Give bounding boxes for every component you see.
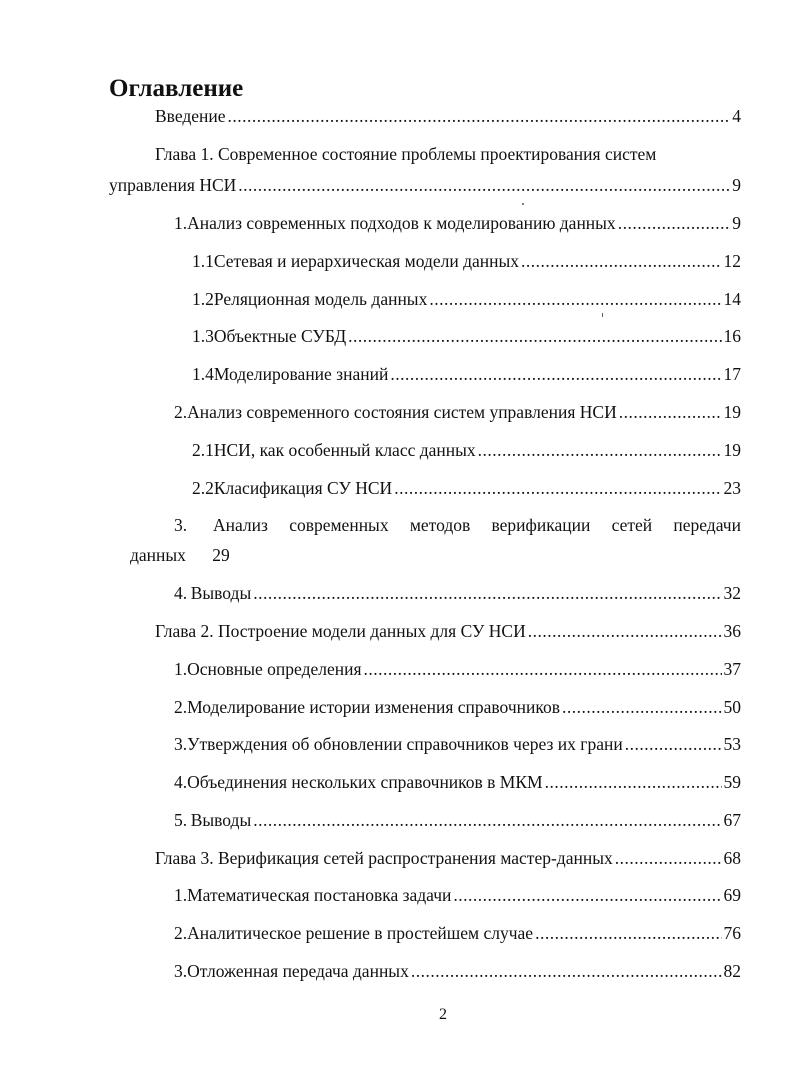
word: сетей (611, 515, 653, 535)
dot-leader (348, 325, 721, 347)
word: верификации (491, 515, 591, 535)
dot-leader (618, 212, 731, 234)
toc-page-number: 19 (723, 402, 741, 422)
toc-entry-text: Анализ современного состояния систем управления НСИ (187, 402, 617, 422)
dot-leader (238, 174, 730, 196)
toc-section-2-3[interactable] (174, 733, 741, 755)
dot-leader (411, 960, 722, 982)
scan-speck (602, 313, 603, 317)
toc-page-number: 68 (723, 848, 741, 868)
toc-entry-number: 4. (174, 772, 188, 792)
toc-entry-text: НСИ, как особенный класс данных (213, 440, 476, 460)
scan-speck (522, 203, 524, 205)
dot-leader (253, 582, 721, 604)
word: методов (409, 515, 471, 535)
word: современных (289, 515, 389, 535)
toc-chapter-3[interactable] (155, 847, 741, 869)
toc-entry-number: 1.1 (192, 251, 214, 271)
toc-section-3-3[interactable] (174, 960, 741, 982)
dot-leader (562, 696, 722, 718)
toc-entry-number: 1. (174, 659, 188, 679)
dot-leader (625, 733, 722, 755)
toc-page-number: 16 (723, 326, 741, 346)
toc-page-number: 37 (723, 659, 741, 679)
page-title: Оглавление (109, 75, 244, 102)
toc-subsection-2-2[interactable] (192, 477, 741, 499)
toc-page-number: 9 (732, 175, 741, 195)
toc-entry-text: Выводы (190, 583, 252, 603)
toc-entry-number: 3. (174, 961, 188, 981)
toc-subsection-2-1[interactable] (192, 439, 741, 461)
toc-section-3-2[interactable] (174, 922, 741, 944)
dot-leader (253, 809, 721, 831)
toc-page-number: 50 (723, 697, 741, 717)
toc-section-1-2[interactable] (174, 401, 741, 423)
toc-entry-number: 2.1 (192, 440, 214, 460)
toc-page-number: 23 (723, 478, 741, 498)
dot-leader (364, 658, 722, 680)
toc-subsection-1-3[interactable] (192, 325, 741, 347)
dot-leader (394, 477, 721, 499)
dot-leader (453, 884, 721, 906)
toc-section-3-1[interactable] (174, 884, 741, 906)
toc-entry-text: Сетевая и иерархическая модели данных (213, 251, 519, 271)
toc-entry-number: 1.4 (192, 364, 214, 384)
toc-entry-number: 3. (174, 515, 188, 535)
dot-leader (615, 847, 722, 869)
toc-chapter-2[interactable] (155, 620, 741, 642)
toc-page-number: 12 (723, 251, 741, 271)
dot-leader (390, 363, 721, 385)
toc-entry-text: Математическая постановка задачи (187, 885, 452, 905)
page-number: 2 (439, 1006, 447, 1023)
toc-entry-number: 4. (174, 583, 188, 603)
dot-leader (535, 922, 721, 944)
toc-entry-text: управления НСИ (109, 175, 237, 195)
toc-subsection-1-1[interactable] (192, 250, 741, 272)
toc-page-number: 53 (723, 734, 741, 754)
toc-entry-text: Анализ современных подходов к моделированию данных (187, 213, 616, 233)
toc-subsection-1-2[interactable] (192, 288, 741, 310)
toc-page-number: 69 (723, 885, 741, 905)
toc-entry-text: Отложенная передача данных (187, 961, 409, 981)
toc-section-2-4[interactable] (174, 771, 741, 793)
toc-chapter-1[interactable] (109, 174, 741, 196)
toc-page-number: 76 (723, 923, 741, 943)
toc-section-2-2[interactable] (174, 696, 741, 718)
toc-entry-number: 2.2 (192, 478, 214, 498)
toc-entry-number: 3. (174, 734, 188, 754)
toc-entry-text: Моделирование истории изменения справочников (187, 697, 560, 717)
toc-entry-text: Глава 2. Построение модели данных для СУ НСИ (155, 621, 526, 641)
toc-entry-text: Аналитическое решение в простейшем случае (187, 923, 534, 943)
toc-page-number: 29 (212, 545, 230, 565)
toc-entry-number: 1.3 (192, 326, 214, 346)
word: Анализ (213, 515, 268, 535)
toc-entry-text: Выводы (190, 810, 252, 830)
word: передачи (673, 515, 741, 535)
toc-entry-introduction[interactable] (155, 105, 741, 127)
toc-entry-number: 1.2 (192, 289, 214, 309)
toc-entry-text (213, 514, 741, 536)
toc-section-1-3[interactable] (174, 514, 741, 536)
toc-entry-number: 2. (174, 923, 188, 943)
toc-entry-text: Моделирование знаний (213, 364, 389, 384)
toc-page-number: 67 (723, 810, 741, 830)
toc-section-2-5[interactable] (174, 809, 741, 831)
toc-entry-number: 5. (174, 810, 188, 830)
toc-page-number: 36 (723, 621, 741, 641)
toc-section-1-1[interactable] (174, 212, 741, 234)
dot-leader (619, 401, 722, 423)
toc-entry-text: Утверждения об обновлении справочников через их грани (187, 734, 623, 754)
dot-leader (228, 105, 731, 127)
toc-section-2-1[interactable] (174, 658, 741, 680)
toc-entry-number: 2. (174, 697, 188, 717)
toc-entry-number: 1. (174, 885, 188, 905)
dot-leader (478, 439, 722, 461)
dot-leader (521, 250, 722, 272)
dot-leader (545, 771, 722, 793)
toc-entry-text: Объектные СУБД (213, 326, 347, 346)
toc-subsection-1-4[interactable] (192, 363, 741, 385)
toc-page-number: 59 (723, 772, 741, 792)
toc-page-number: 4 (732, 106, 741, 126)
toc-entry-number: 1. (174, 213, 188, 233)
toc-page-number: 82 (723, 961, 741, 981)
toc-section-1-3-line2[interactable] (130, 544, 230, 566)
toc-page-number: 9 (732, 213, 741, 233)
toc-entry-text: Реляционная модель данных (213, 289, 428, 309)
toc-entry-text: данных (130, 545, 186, 565)
toc-chapter-1-line1[interactable]: Глава 1. Современное состояние проблемы проектирования систем (155, 144, 657, 164)
toc-entry-text: Введение (155, 106, 226, 126)
toc-entry-number: 2. (174, 402, 188, 422)
toc-entry-text: Основные определения (187, 659, 362, 679)
toc-section-1-4[interactable] (174, 582, 741, 604)
toc-entry-text: Класификация СУ НСИ (213, 478, 393, 498)
toc-entry-text: Глава 3. Верификация сетей распространения мастер-данных (155, 848, 613, 868)
dot-leader (429, 288, 721, 310)
toc-page-number: 19 (723, 440, 741, 460)
toc-entry-text: Объединения нескольких справочников в МКМ (187, 772, 543, 792)
toc-page-number: 17 (723, 364, 741, 384)
toc-page-number: 14 (723, 289, 741, 309)
toc-page-number: 32 (723, 583, 741, 603)
dot-leader (528, 620, 722, 642)
